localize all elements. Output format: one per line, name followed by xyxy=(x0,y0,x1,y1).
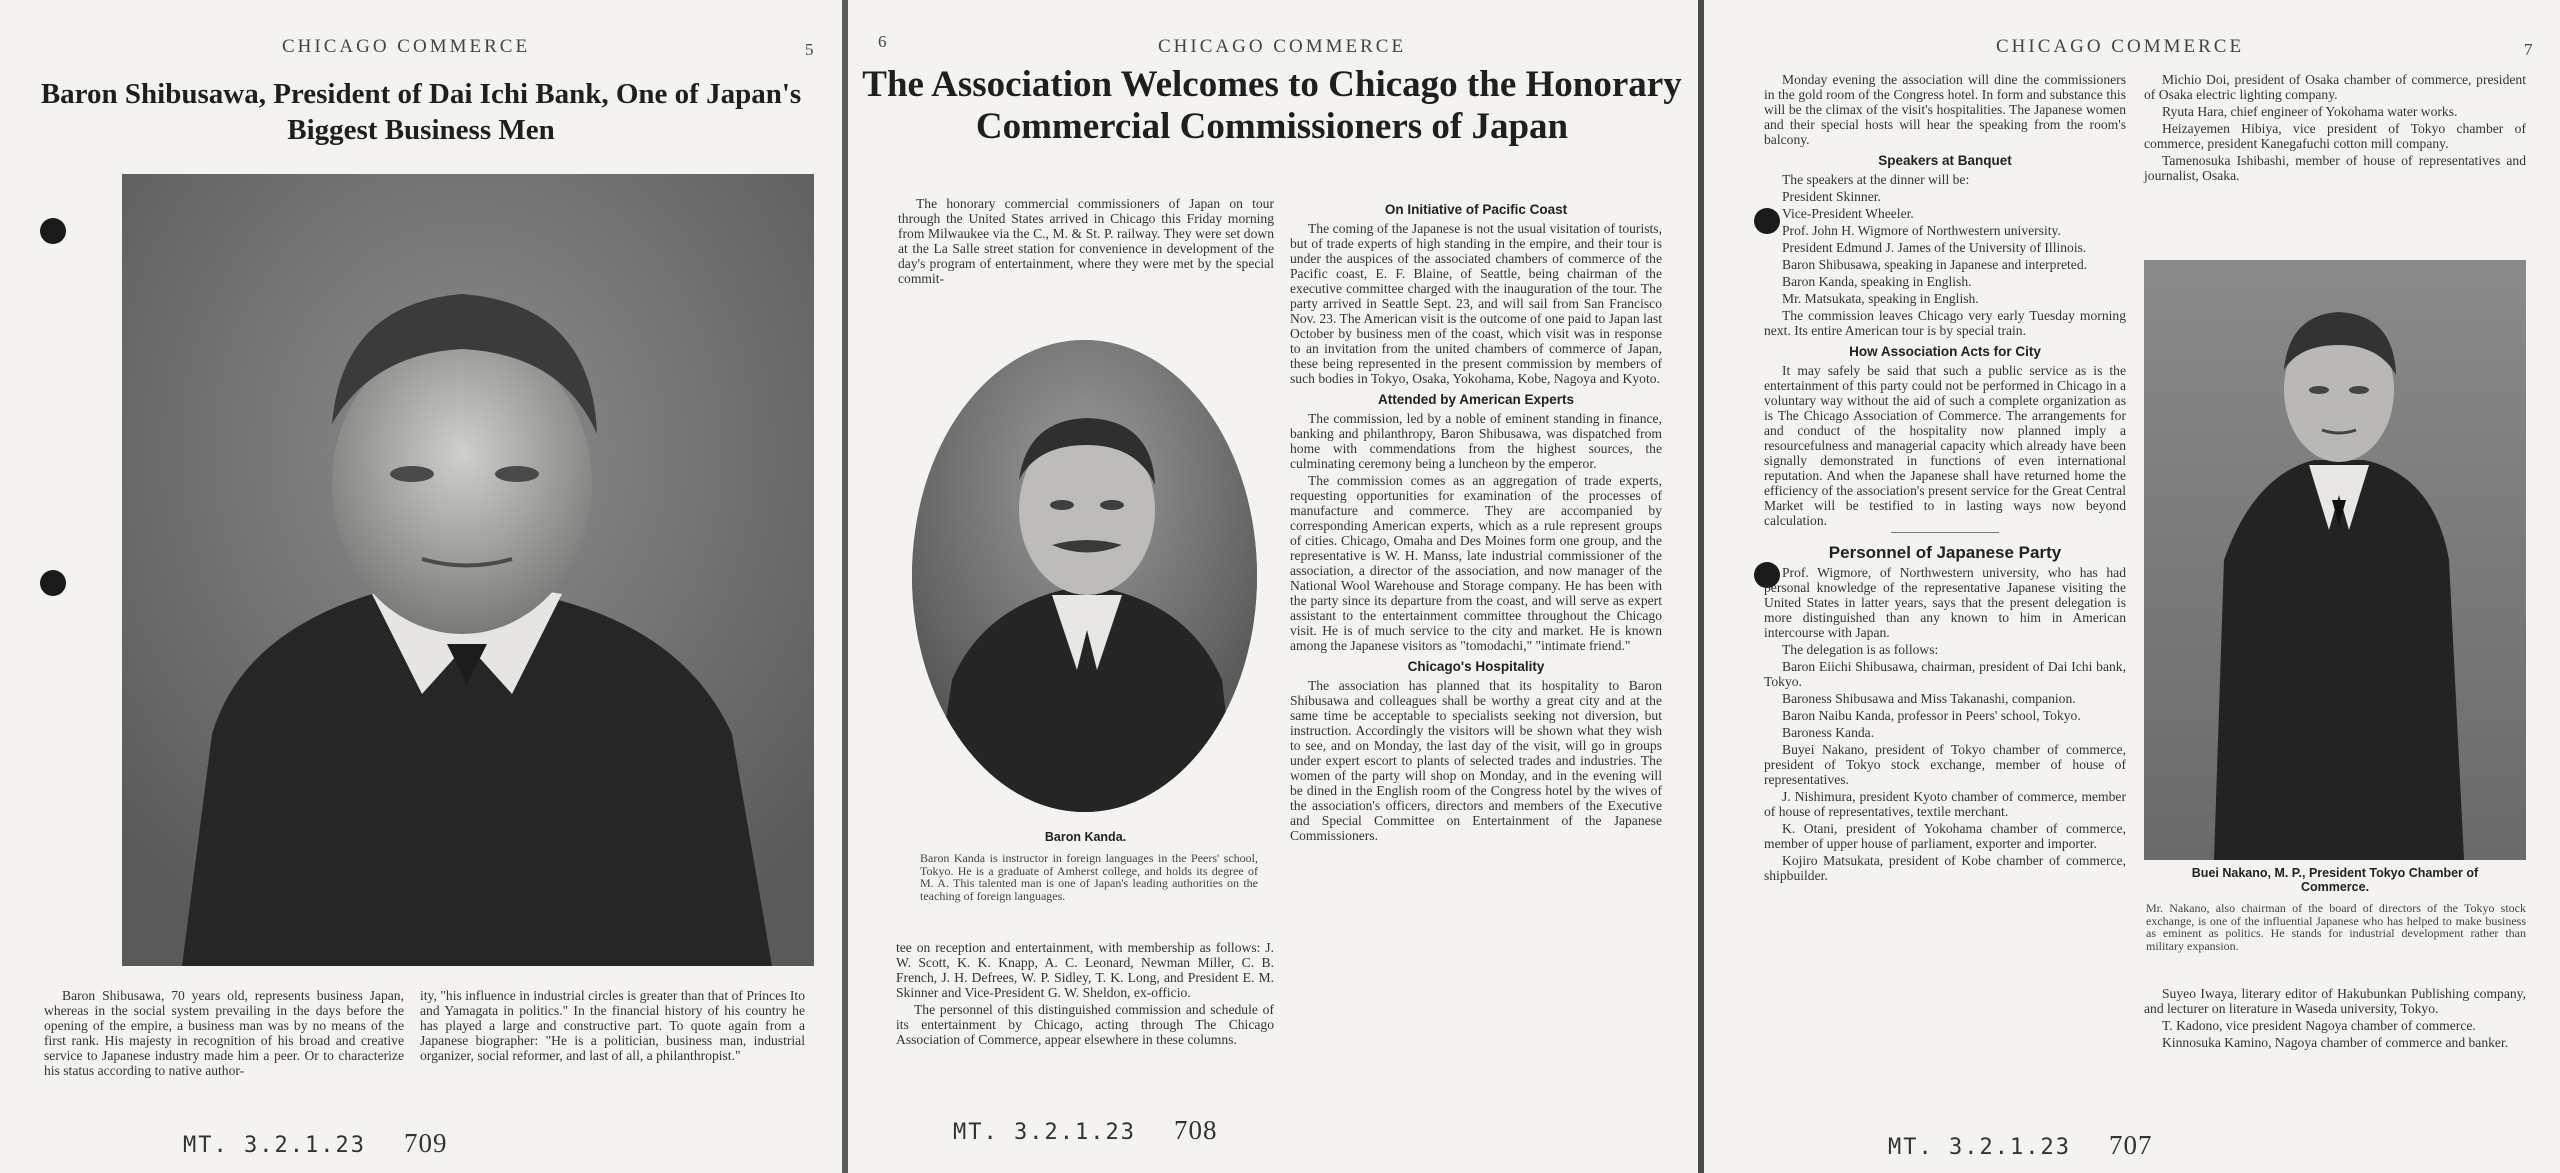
list-item: Buyei Nakano, president of Tokyo chamber of commerce, president of Tokyo stock exchange, member of house of representatives. xyxy=(1764,742,2126,787)
paragraph: Baron Shibusawa, 70 years old, represents business Japan, whereas in the social system prevailing in the days before the opening of the empire, a business man was by no means of the first rank. His majesty in recognition of his broad and creative service to Japanese industry made him a peer. Or to characterize his status according to native author- xyxy=(44,988,404,1078)
page-number: 7 xyxy=(2524,40,2533,59)
page-5 xyxy=(0,0,842,1173)
paragraph: The personnel of this distinguished commission and schedule of its entertainment by Chicago, acting through The Chicago Association of Commerce, appear elsewhere in these columns. xyxy=(896,1002,1274,1047)
punch-hole xyxy=(40,218,66,244)
stamp-number: 708 xyxy=(1173,1115,1218,1145)
list-item: Kinnosuka Kamino, Nagoya chamber of commerce and banker. xyxy=(2162,1035,2509,1050)
punch-hole xyxy=(40,570,66,596)
list-item: Baroness Kanda. xyxy=(1782,725,1875,740)
running-head: CHICAGO COMMERCE xyxy=(282,36,531,57)
list-item: Kojiro Matsukata, president of Kobe chamber of commerce, shipbuilder. xyxy=(1764,853,2126,883)
portrait-shibusawa xyxy=(122,174,814,966)
list-item: Baron Kanda, speaking in English. xyxy=(1782,274,1972,289)
stamp-number: 707 xyxy=(2108,1130,2153,1160)
article-column-1-continued xyxy=(896,940,1274,1049)
stamp-code: MT. 3.2.1.23 xyxy=(1888,1135,2071,1160)
section-heading: Chicago's Hospitality xyxy=(1407,659,1545,674)
list-item: Ryuta Hara, chief engineer of Yokohama water works. xyxy=(2162,104,2458,119)
paragraph: The commission leaves Chicago very early Tuesday morning next. Its entire American tour is by special train. xyxy=(1764,308,2126,338)
paragraph: The delegation is as follows: xyxy=(1782,642,1939,657)
page-7 xyxy=(1704,0,2560,1173)
section-heading: How Association Acts for City xyxy=(1849,344,2041,359)
article-title: The Association Welcomes to Chicago the Honorary Commercial Commissioners of Japan xyxy=(862,64,1682,147)
paragraph: Prof. Wigmore, of Northwestern university, who has had personal knowledge of the representative Japanese visiting the United States in latter years, says that the present delegation is more distinguished than any known to him in American intercourse with Japan. xyxy=(1764,565,2126,640)
page-number: 5 xyxy=(805,40,814,59)
list-item: President Edmund J. James of the University of Illinois. xyxy=(1782,240,2087,255)
paragraph: The commission comes as an aggregation of trade experts, requesting opportunities for examination of the processes of manufacture and commerce. They are accompanied by corresponding American experts, which as a rule represent groups of cities. Chicago, Omaha and Des Moines form one group, and the representative is W. H. Manss, late industrial commissioner of the association, a director of the association, and now manager of the National Wool Warehouse and Storage company. He has been with the party since its departure from the coast, and will serve as expert assistant to the entertainment committee throughout the Chicago visit. He is of much service to the city and market. He is known among the Japanese visitors as "tomodachi," "intimate friend." xyxy=(1290,473,1662,653)
paragraph: The association has planned that its hospitality to Baron Shibusawa and colleagues shall be worthy a great city and at the same time be acceptable to specialists seeking not diversion, but instruction. Accordingly the visitors will be shown what they wish to see, and on Monday, the last day of the visit, will go in groups under expert escort to plants of selected trades and industries. The women of the party will shop on Monday, and in the evening will be dined in the English room of the Congress hotel by the wives of the association's officers, directors and members of the Executive and Special Committee on Entertainment of the Japanese Commissioners. xyxy=(1290,678,1662,843)
list-item: Baron Eiichi Shibusawa, chairman, president of Dai Ichi bank, Tokyo. xyxy=(1764,659,2126,689)
list-item: Mr. Matsukata, speaking in English. xyxy=(1782,291,1979,306)
list-item: K. Otani, president of Yokohama chamber of commerce, member of upper house of parliament, exporter and importer. xyxy=(1764,821,2126,851)
paragraph: It may safely be said that such a public service as is the entertainment of this party could not be performed in Chicago in a voluntary way without the aid of such a complete organization as is The Chicago Association of Commerce. The arrangements for and conduct of the hospitality now planned imply a resourcefulness and managerial capacity which already have been signally demonstrated in functions of even international reputation. And when the Japanese shall have returned home the efficiency of the association's present service for the Great Central Market will be testified to in lasting ways now beyond calculation. xyxy=(1764,363,2126,528)
article-title: Baron Shibusawa, President of Dai Ichi Bank, One of Japan's Biggest Business Men xyxy=(40,78,802,146)
photo-caption: Mr. Nakano, also chairman of the board of directors of the Tokyo stock exchange, is one of the influential Japanese who has helped to make business as eminent as politics. He stands for industrial development rather than military expansion. xyxy=(2146,901,2526,953)
article-column-1 xyxy=(898,196,1274,288)
paragraph: ity, "his influence in industrial circles is greater than that of Princes Ito and Yamagata in politics." In the financial history of his country he has played a large and constructive part. To quote again from a Japanese biographer: "He is a politician, business man, industrial organizer, social reformer, and last of all, a philanthropist." xyxy=(420,988,805,1063)
list-item: Vice-President Wheeler. xyxy=(1782,206,1914,221)
list-item: J. Nishimura, president Kyoto chamber of commerce, member of house of representatives, textile merchant. xyxy=(1764,789,2126,819)
article-column-1 xyxy=(44,988,404,1080)
section-divider xyxy=(1891,532,2000,533)
paragraph: The speakers at the dinner will be: xyxy=(1782,172,1970,187)
list-item: Baron Shibusawa, speaking in Japanese and interpreted. xyxy=(1782,257,2088,272)
stamp-code: MT. 3.2.1.23 xyxy=(183,1133,366,1158)
photo-caption-title: Buei Nakano, M. P., President Tokyo Chamber of Commerce. xyxy=(2191,866,2479,894)
paragraph: Monday evening the association will dine the commissioners in the gold room of the Congress hotel. In form and substance this will be the climax of the visit's hospitalities. The Japanese women and their special hosts will hear the speaking from the room's balcony. xyxy=(1764,72,2126,147)
paragraph: tee on reception and entertainment, with membership as follows: J. W. Scott, K. K. Knapp, A. C. Leonard, Newman Miller, C. B. French, J. H. Defrees, W. P. Sidley, T. K. Long, and President E. M. Skinner and Vice-President G. W. Sheldon, ex-officio. xyxy=(896,940,1274,1000)
section-heading: Speakers at Banquet xyxy=(1878,153,2012,168)
stamp-code: MT. 3.2.1.23 xyxy=(953,1120,1136,1145)
archive-stamp xyxy=(953,1115,1217,1146)
paragraph: The honorary commercial commissioners of Japan on tour through the United States arrived in Chicago this Friday morning from Milwaukee via the C., M. & St. P. railway. They were set down at the La Salle street station for convenience in development of the day's program of entertainment, where they were met by the special commit- xyxy=(898,196,1274,286)
list-item: Suyeo Iwaya, literary editor of Hakubunkan Publishing company, and lecturer on literature in Waseda university, Tokyo. xyxy=(2144,986,2526,1016)
page-number: 6 xyxy=(878,32,887,51)
section-heading: On Initiative of Pacific Coast xyxy=(1384,202,1568,217)
portrait-nakano xyxy=(2144,260,2526,860)
archive-stamp xyxy=(1888,1130,2152,1161)
list-item: Prof. John H. Wigmore of Northwestern university. xyxy=(1782,223,2061,238)
list-item: Tamenosuka Ishibashi, member of house of representatives and journalist, Osaka. xyxy=(2144,153,2526,183)
running-head: CHICAGO COMMERCE xyxy=(1158,36,1407,57)
article-column-2 xyxy=(420,988,805,1065)
article-column-2 xyxy=(1290,196,1662,845)
list-item: Baroness Shibusawa and Miss Takanashi, companion. xyxy=(1782,691,2076,706)
list-item: T. Kadono, vice president Nagoya chamber of commerce. xyxy=(2162,1018,2476,1033)
paragraph: The commission, led by a noble of eminent standing in finance, banking and philanthropy, Baron Shibusawa, was dispatched from home with commendations from the highest sources, the culminating ceremony being a luncheon by the emperor. xyxy=(1290,411,1662,471)
list-item: Heizayemen Hibiya, vice president of Tokyo chamber of commerce, president Kanegafuchi cotton mill company. xyxy=(2144,121,2526,151)
list-item: President Skinner. xyxy=(1782,189,1881,204)
portrait-photo xyxy=(122,174,814,966)
stamp-number: 709 xyxy=(403,1128,448,1158)
section-heading: Personnel of Japanese Party xyxy=(1828,543,2062,562)
paragraph: The coming of the Japanese is not the usual visitation of tourists, but of trade experts of high standing in the empire, and their tour is under the auspices of the associated chambers of commerce of the Pacific coast, E. F. Blaine, of Seattle, being chairman of the executive committee charged with the inauguration of the tour. The party arrived in Seattle Sept. 23, and will sail from San Francisco Nov. 23. The American visit is the outcome of one paid to Japan last October by business men of the coast, which visit was in response to an invitation from the united chambers of commerce of Japan, these being represented in the present commission by members of such bodies in Tokyo, Osaka, Yokohama, Kobe, Nagoya and Kyoto. xyxy=(1290,221,1662,386)
list-item: Michio Doi, president of Osaka chamber of commerce, president of Osaka electric lighting company. xyxy=(2144,72,2526,102)
archive-stamp xyxy=(183,1128,447,1159)
oval-portrait-photo xyxy=(912,340,1257,812)
photo-caption: Baron Kanda is instructor in foreign languages in the Peers' school, Tokyo. He is a graduate of Amherst college, and holds its degree of M. A. This talented man is one of Japan's leading authorities on the teaching of foreign languages. xyxy=(920,851,1258,903)
list-item: Baron Naibu Kanda, professor in Peers' school, Tokyo. xyxy=(1782,708,2081,723)
photo-caption-title: Baron Kanda. xyxy=(1044,830,1127,844)
page-6 xyxy=(848,0,1698,1173)
running-head: CHICAGO COMMERCE xyxy=(1996,36,2245,57)
article-column-2 xyxy=(2144,72,2526,185)
article-column-2-continued xyxy=(2144,986,2526,1052)
portrait-kanda xyxy=(912,340,1257,812)
section-heading: Attended by American Experts xyxy=(1377,392,1575,407)
article-column-1 xyxy=(1764,72,2126,885)
portrait-photo xyxy=(2144,260,2526,860)
